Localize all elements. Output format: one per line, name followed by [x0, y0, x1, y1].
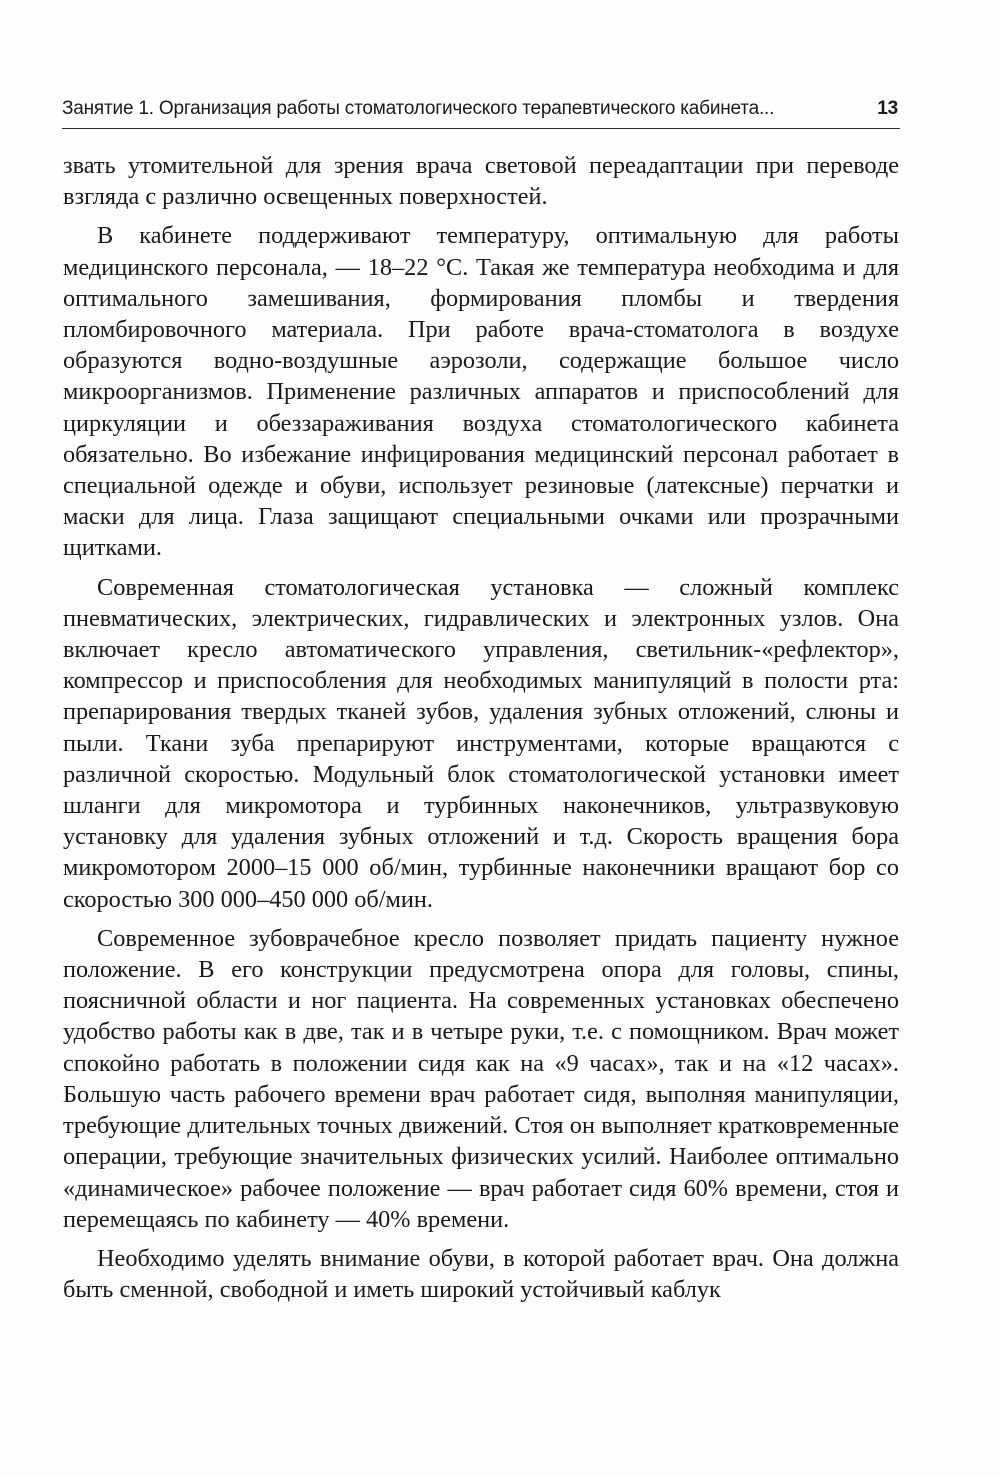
- chapter-title: Занятие 1. Организация работы стоматологического терапевтического кабинета...: [62, 98, 775, 119]
- running-header: [62, 92, 900, 129]
- paragraph-dental-chair: Современное зубоврачебное кресло позволяет придать пациенту нужное положение. В его конструкции предусмотрена опора для головы, спины, поясничной области и ног пациента. На современных установках обеспечено удобство работы как в две, так и в четыре руки, т.е. с помощником. Врач может спокойно работать в положении сидя как на «9 часах», так и на «12 часах». Большую часть рабочего времени врач работает сидя, выполняя манипуляции, требующие длительных точных движений. Стоя он выполняет кратковременные операции, требующие значительных физических усилий. Наиболее оптимально «динамическое» рабочее положение — врач работает сидя 60% времени, стоя и перемещаясь по кабинету — 40% времени.: [63, 924, 899, 1233]
- paragraph-cabinet-conditions: В кабинете поддерживают температуру, оптимальную для работы медицинского персонала, — 18–22 °С. Такая же температура необходима и для оптимального замешивания, формирования пломбы и твердения пломбировочного материала. При работе врача-стоматолога в воздухе образуются водно-воздушные аэрозоли, содержащие большое число микроорганизмов. Применение различных аппаратов и приспособлений для циркуляции и обеззараживания воздуха стоматологического кабинета обязательно. Во избежание инфицирования медицинский персонал работает в специальной одежде и обуви, использует резиновые (латексные) перчатки и маски для лица. Глаза защищают специальными очками или прозрачными щитками.: [63, 222, 899, 562]
- paragraph-continuation: звать утомительной для зрения врача световой переадаптации при переводе взгляда с различно освещенных поверхностей.: [63, 152, 899, 211]
- paragraph-footwear: Необходимо уделять внимание обуви, в которой работает врач. Она должна быть сменной, свободной и иметь широкий устойчивый каблук: [63, 1244, 899, 1304]
- paragraph-dental-unit: Современная стоматологическая установка — сложный комплекс пневматических, электрических, гидравлических и электронных узлов. Она включает кресло автоматического управления, светильник-«рефлектор», компрессор и приспособления для необходимых манипуляций в полости рта: препарирования твердых тканей зубов, удаления зубных отложений, слюны и пыли. Ткани зуба препарируют инструментами, которые вращаются с различной скоростью. Модульный блок стоматологической установки имеет шланги для микромотора и турбинных наконечников, ультразвуковую установку для удаления зубных отложений и т.д. Скорость вращения бора микромотором 2000–15 000 об/мин, турбинные наконечники вращают бор со скоростью 300 000–450 000 об/мин.: [63, 573, 899, 913]
- page-number: 13: [877, 98, 898, 119]
- body-text: [63, 150, 899, 1313]
